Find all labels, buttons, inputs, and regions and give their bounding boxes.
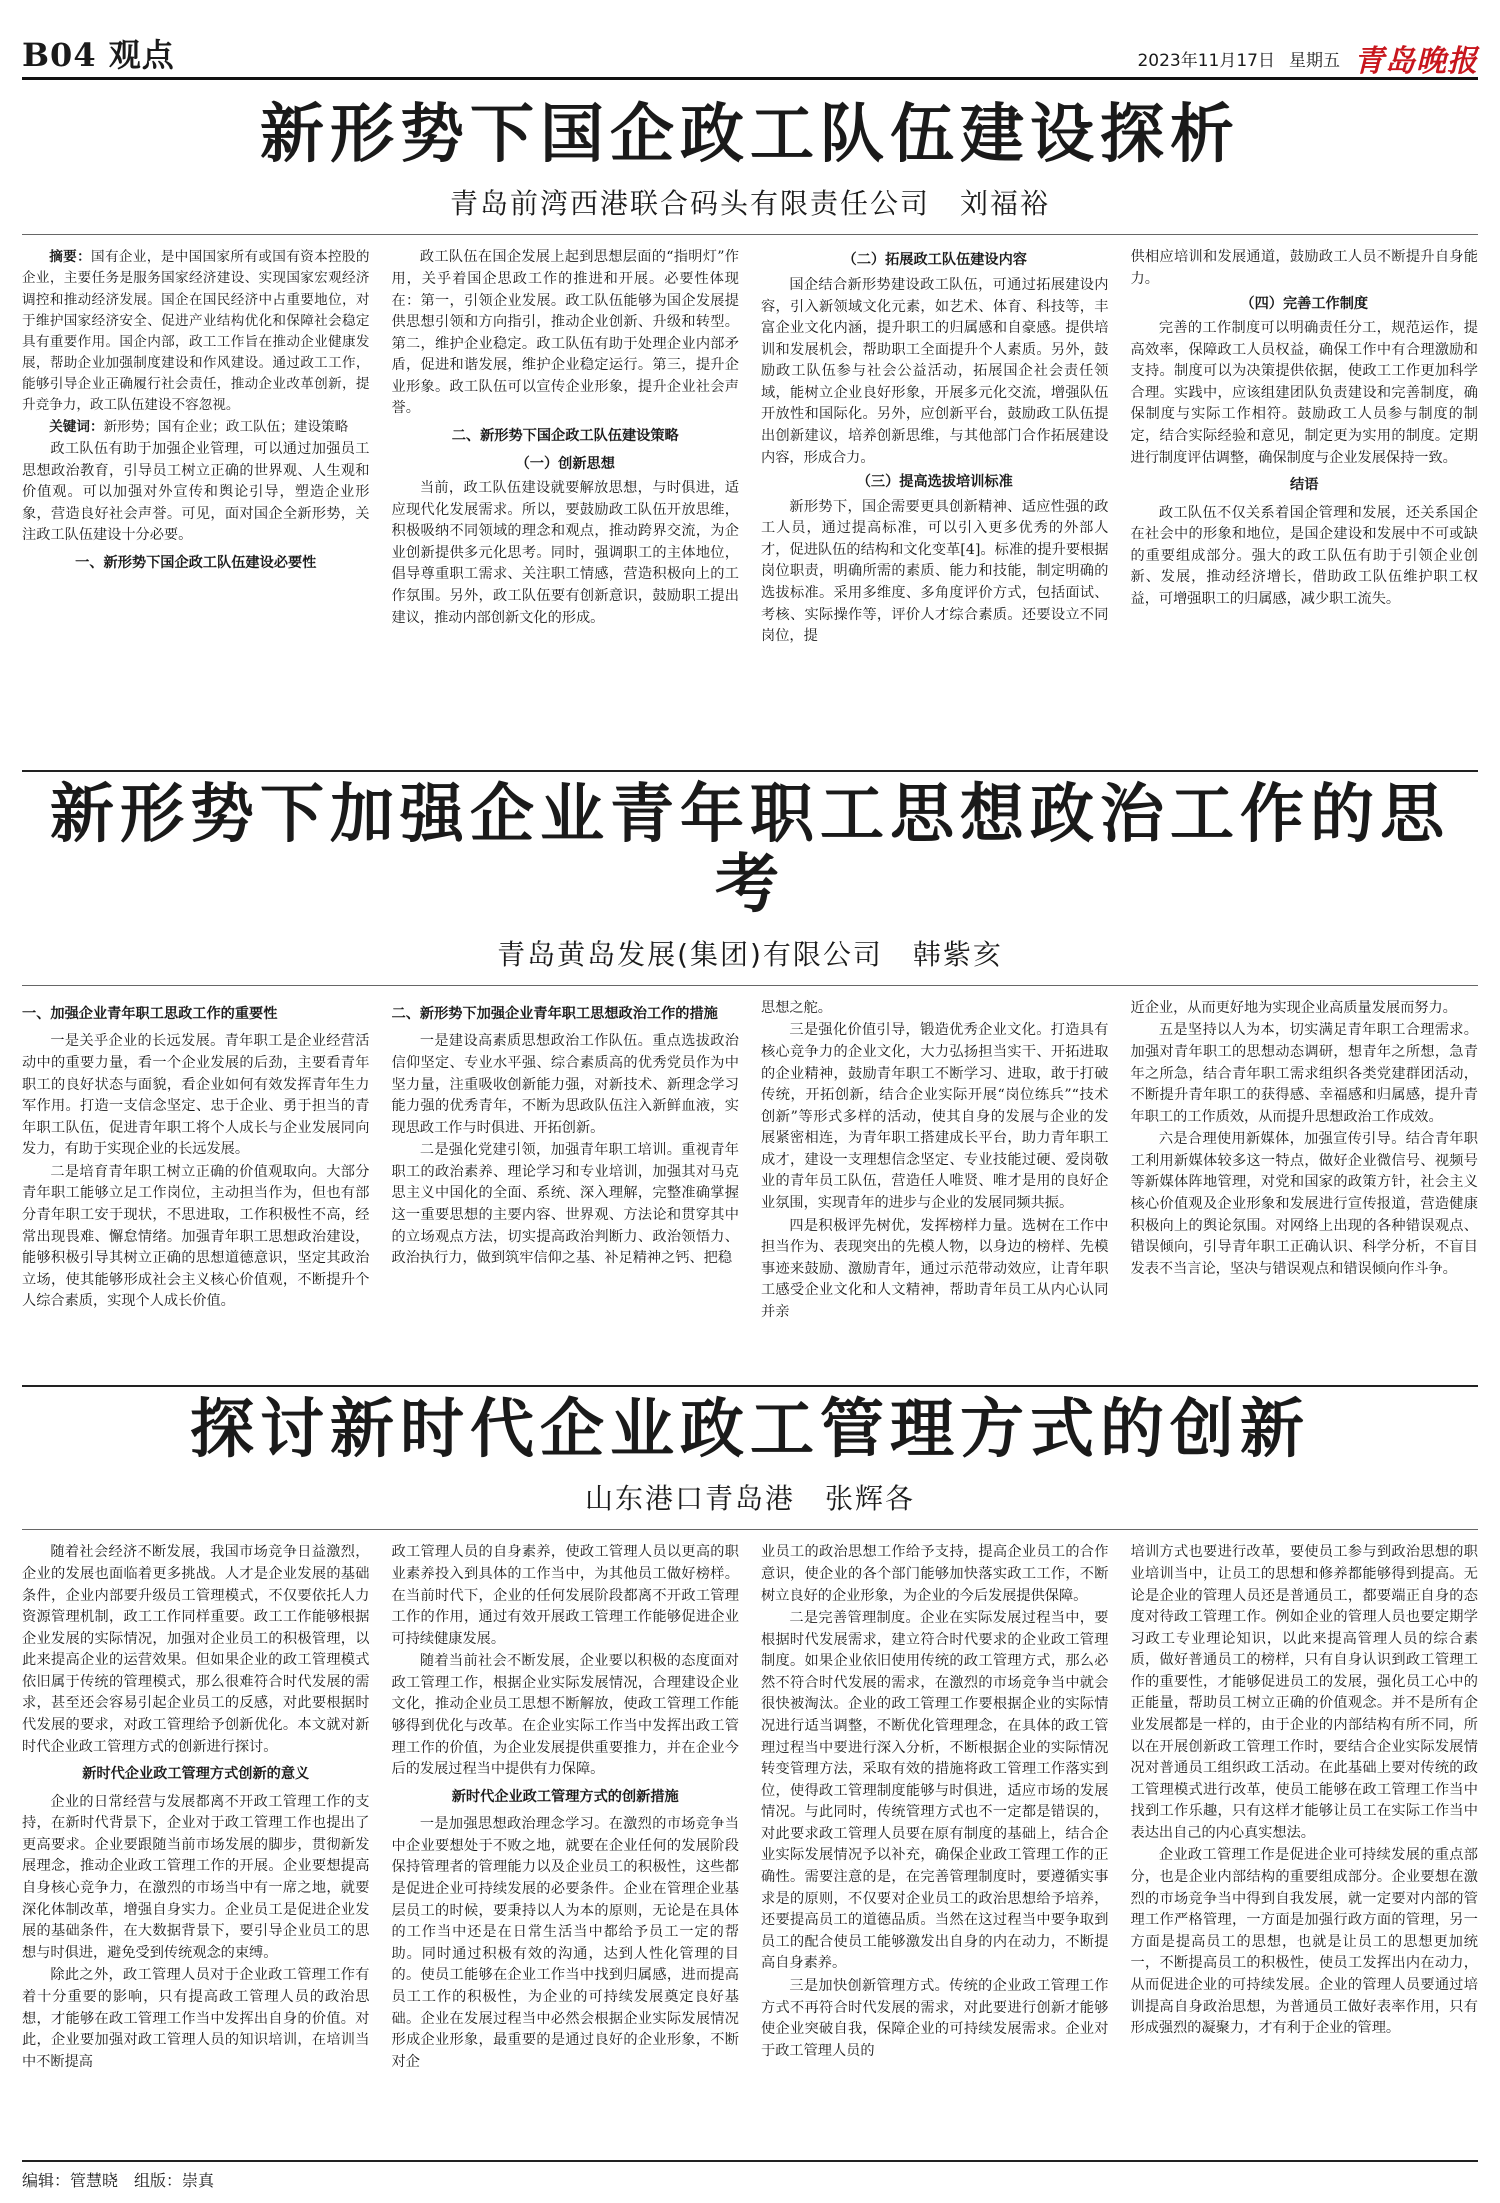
- text-column: [392, 998, 740, 1394]
- body-paragraph: 二是完善管理制度。企业在实际发展过程当中，要根据时代发展需求，建立符合时代要求的企业政工管理制度。如果企业依旧使用传统的政工管理方式，那么必然不符合时代发展的需求，在激烈的市场竞争当中就会很快被淘汰。企业的政工管理工作要根据企业的实际情况进行适当调整，不断优化管理理念，在具体的政工管理过程当中要进行深入分析，不断根据企业的实际情况转变管理方法，采取有效的措施将政工管理工作落实到位，使得政工管理制度能够与时俱进，适应市场的发展情况。与此同时，传统管理方式也不一定都是错误的，对此要求政工管理人员要在原有制度的基础上，结合企业实际发展情况予以补充，确保企业政工管理工作的正确性。需要注意的是，在完善管理制度时，要遵循实事求是的原则，不仅要对企业员工的政治思想给予培养，还要提高员工的道德品质。当然在这过程当中要争取到员工的配合使员工能够激发出自身的内在动力，不断提高自身素养。: [761, 1610, 1109, 1972]
- body-paragraph: 业员工的政治思想工作给予支持，提高企业员工的合作意识，使企业的各个部门能够加快落实政工工作，不断树立良好的企业形象，为企业的今后发展提供保障。: [761, 1544, 1109, 1604]
- body-paragraph: 六是合理使用新媒体，加强宣传引导。结合青年职工利用新媒体较多这一特点，做好企业微信号、视频号等新媒体阵地管理，对党和国家的政策方针，社会主义核心价值观及企业形象和发展进行宣传报道，营造健康积极向上的舆论氛围。对网络上出现的各种错误观点、错误倾向，引导青年职工正确认识、科学分析，不盲目发表不当言论，坚决与错误观点和错误倾向作斗争。: [1130, 1131, 1478, 1277]
- page-footer: [22, 2160, 1478, 2191]
- body-paragraph: 当前，政工队伍建设就要解放思想，与时俱进，适应现代化发展需求。所以，要鼓励政工队伍开放思维，积极吸纳不同领域的理念和观点，推动跨界交流，为企业创新提供多元化思考。同时，强调职工的主体地位，倡导尊重职工需求、关注职工情感，营造积极向上的工作氛围。另外，政工队伍要有创新意识，鼓励职工提出建议，推动内部创新文化的形成。: [391, 480, 739, 626]
- text-column: [22, 247, 370, 705]
- body-paragraph: 随着社会经济不断发展，我国市场竞争日益激烈，企业的发展也面临着更多挑战。人才是企业发展的基础条件，企业内部要升级员工管理模式，不仅要依托人力资源管理机制，政工工作同样重要。政工工作能够根据企业发展的实际情况，加强对企业员工的积极管理，以此来提高企业的运营效果。但如果企业的政工管理模式依旧属于传统的管理模式，那么很难符合时代发展的需求，甚至还会容易引起企业员工的反感，对此要根据时代发展的要求，对政工管理给予创新优化。本文就对新时代企业政工管理方式的创新进行探讨。: [22, 1544, 370, 1755]
- abstract-paragraph: [22, 247, 370, 416]
- body-paragraph: 一是建设高素质思想政治工作队伍。重点选拔政治信仰坚定、专业水平强、综合素质高的优秀党员作为中坚力量，注重吸收创新能力强，对新技术、新理念学习能力强的优秀青年，不断为思政队伍注入新鲜血液，实现思政工作与时俱进、开拓创新。: [391, 1033, 739, 1136]
- body-paragraph: 培训方式也要进行改革，要使员工参与到政治思想的职业培训当中，让员工的思想和修养都能够得到提高。无论是企业的管理人员还是普通员工，都要端正自身的态度对待政工管理工作。例如企业的管理人员也要定期学习政工专业理论知识，以此来提高管理人员的综合素质，做好普通员工的榜样，只有自身认识到政工管理工作的重要性，才能够促进员工的发展，强化员工心中的正能量，帮助员工树立正确的价值观念。并不是所有企业发展都是一样的，由于企业的内部结构有所不同，所以在开展创新政工管理工作时，要结合企业实际发展情况对普通员工组织政工活动。在此基础上要对传统的政工管理模式进行改革，使员工能够在政工管理工作当中找到工作乐趣，只有这样才能够让员工在实际工作当中表达出自己的内心真实想法。: [1130, 1544, 1478, 1841]
- body-paragraph: 供相应培训和发展通道，鼓励政工人员不断提升自身能力。: [1130, 249, 1478, 287]
- section-heading: 一、新形势下国企政工队伍建设必要性: [75, 554, 317, 571]
- body-paragraph: 政工管理人员的自身素养，使政工管理人员以更高的职业素养投入到具体的工作当中，为其他员工做好榜样。在当前时代下，企业的任何发展阶段都离不开政工管理工作的作用，通过有效开展政工管理工作能够促进企业可持续健康发展。: [391, 1544, 739, 1647]
- text-column: [22, 1542, 370, 2160]
- text-column: [392, 247, 740, 705]
- text-column: [1131, 1542, 1479, 2160]
- section-heading: 二、新形势下国企政工队伍建设策略: [451, 428, 679, 445]
- body-paragraph: 三是强化价值引导，锻造优秀企业文化。打造具有核心竞争力的企业文化，大力弘扬担当实干、开拓进取的企业精神，鼓励青年职工不断学习、进取，敢于打破传统，开拓创新，结合企业实际开展“岗位练兵”“技术创新”等形式多样的活动，使其自身的发展与企业的发展紧密相连，为青年职工搭建成长平台，助力青年职工成才，建设一支理想信念坚定、专业技能过硬、爱岗敬业的青年员工队伍，营造任人唯贤、唯才是用的良好企业氛围，实现青年的进步与企业的发展同频共振。: [761, 1022, 1109, 1211]
- text-column: [1131, 247, 1479, 705]
- body-paragraph: 一是关乎企业的长远发展。青年职工是企业经营活动中的重要力量，看一个企业发展的后劲，主要看青年职工的良好状态与面貌，看企业如何有效发挥青年生力军作用。打造一支信念坚定、忠于企业、勇于担当的青年职工队伍，促进青年职工将个人成长与企业发展同向发力，有助于实现企业的长远发展。: [22, 1033, 370, 1158]
- text-column: [392, 1542, 740, 2160]
- body-paragraph: 二是强化党建引领，加强青年职工培训。重视青年职工的政治素养、理论学习和专业培训，加强其对马克思主义中国化的全面、系统、深入理解，完整准确掌握这一重要思想的主要内容、世界观、方法论和贯穿其中的立场观点方法，切实提高政治判断力、政治领悟力、政治执行力，做到筑牢信仰之基、补足精神之钙、把稳: [391, 1142, 739, 1267]
- section-heading: 一、加强企业青年职工思政工作的重要性: [22, 1005, 278, 1022]
- section-heading: 二、新形势下加强企业青年职工思想政治工作的措施: [391, 1005, 718, 1022]
- section-heading: 结语: [1290, 477, 1319, 494]
- page-number-section: B04 观点: [22, 36, 175, 74]
- body-paragraph: 除此之外，政工管理人员对于企业政工管理工作有着十分重要的影响，只有提高政工管理人员的政治思想，才能够在政工管理工作当中发挥出自身的价值。对此，企业要加强对政工管理人员的知识培训，在培训当中不断提高: [22, 1967, 370, 2070]
- issue-date: 2023年11月17日: [1137, 50, 1275, 71]
- article-byline: 山东港口青岛港 张辉各: [584, 1482, 915, 1516]
- article-2: [22, 777, 1478, 1394]
- text-column: [1131, 998, 1479, 1394]
- article-body: [22, 986, 1478, 1394]
- article-3: [22, 1392, 1478, 2160]
- body-paragraph: 思想之舵。: [761, 999, 832, 1016]
- editor-credit: 编辑：管慧晓 组版：崇真: [22, 2171, 215, 2190]
- text-column: [761, 998, 1109, 1394]
- section-heading: 新时代企业政工管理方式的创新措施: [451, 1788, 679, 1805]
- body-paragraph: 近企业，从而更好地为实现企业高质量发展而努力。: [1130, 999, 1457, 1016]
- body-paragraph: 一是加强思想政治理念学习。在激烈的市场竞争当中企业要想处于不败之地，就要在企业任何的发展阶段保持管理者的管理能力以及企业员工的积极性，这些都是促进企业可持续发展的必要条件。企业在管理企业基层员工的时候，要秉持以人为本的原则，无论是在具体的工作当中还是在日常生活当中都给予员工一定的帮助。同时通过积极有效的沟通，达到人性化管理的目的。使员工能够在企业工作当中找到归属感，进而提高员工工作的积极性，为企业的可持续发展奠定良好基础。企业在发展过程当中必然会根据企业实际发展情况形成企业形象，最重要的是通过良好的企业形象，不断对企: [391, 1816, 739, 2070]
- body-paragraph: 政工队伍不仅关系着国企管理和发展，还关系国企在社会中的形象和地位，是国企建设和发展中不可或缺的重要组成部分。强大的政工队伍有助于引领企业创新、发展，推动经济增长，借助政工队伍维护职工权益，可增强职工的归属感，减少职工流失。: [1130, 504, 1478, 608]
- issue-weekday: 星期五: [1289, 50, 1340, 71]
- article-body: [22, 235, 1478, 705]
- body-paragraph: 企业的日常经营与发展都离不开政工管理工作的支持，在新时代背景下，企业对于政工管理工作也提出了更高要求。企业要跟随当前市场发展的脚步，贯彻新发展理念，推动企业政工管理工作的开展。企业要想提高自身核心竞争力，在激烈的市场当中有一席之地，就要深化体制改革，增强自身实力。企业员工是促进企业发展的基础条件，在大数据背景下，要引导企业员工的思想与时俱进，避免受到传统观念的束缚。: [22, 1793, 370, 1961]
- body-paragraph: 完善的工作制度可以明确责任分工，规范运作，提高效率，保障政工人员权益，确保工作中有合理激励和支持。制度可以为决策提供依据，使政工工作更加科学合理。实践中，应该组建团队负责建设和完善制度，确保制度与实际工作相符。鼓励政工人员参与制度的制定，结合实际经验和意见，制定更为实用的制度。定期进行制度评估调整，确保制度与企业发展保持一致。: [1130, 320, 1478, 466]
- article-title: 新形势下加强企业青年职工思想政治工作的思考: [50, 777, 1450, 923]
- text-column: [761, 247, 1109, 705]
- text-column: [761, 1542, 1109, 2160]
- abstract-label: 关键词：: [49, 418, 104, 435]
- body-paragraph: 三是加快创新管理方式。传统的企业政工管理工作方式不再符合时代发展的需求，对此要进行创新才能够使企业突破自我，保障企业的可持续发展需求。企业对于政工管理人员的: [761, 1977, 1109, 2059]
- text-column: [22, 998, 370, 1394]
- article-title: 新形势下国企政工队伍建设探析: [260, 97, 1240, 172]
- body-paragraph: 企业政工管理工作是促进企业可持续发展的重点部分，也是企业内部结构的重要组成部分。企业要想在激烈的市场竞争当中得到自我发展，就一定要对内部的管理工作严格管理，一方面是加强行政方面的管理，另一方面是提高员工的思想，也就是让员工的思想更加统一，不断提高员工的积极性，使员工发挥出内在动力，从而促进企业的可持续发展。企业的管理人员要通过培训提高自身政治思想，为普通员工做好表率作用，只有形成强烈的凝聚力，才有利于企业的管理。: [1130, 1847, 1478, 2037]
- header-meta: [1137, 36, 1478, 80]
- body-paragraph: 政工队伍在国企发展上起到思想层面的“指明灯”作用，关乎着国企思政工作的推进和开展。必要性体现在：第一，引领企业发展。政工队伍能够为国企发展提供思想引领和方向指引，推动企业创新、升级和转型。第二，维护企业稳定。政工队伍有助于处理企业内部矛盾，促进和谐发展，维护企业稳定运行。第三，提升企业形象。政工队伍可以宣传企业形象，提升企业社会声誉。: [391, 249, 739, 417]
- body-paragraph: 四是积极评先树优，发挥榜样力量。选树在工作中担当作为、表现突出的先模人物，以身边的榜样、先模事迹来鼓励、激励青年，通过示范带动效应，让青年职工感受企业文化和人文精神，帮助青年员工从内心认同并亲: [761, 1217, 1109, 1320]
- abstract-paragraph: [22, 417, 370, 438]
- section-heading: 新时代企业政工管理方式创新的意义: [82, 1766, 310, 1783]
- article-separator: [22, 770, 1478, 772]
- article-byline: 青岛前湾西港联合码头有限责任公司 刘福裕: [449, 187, 1050, 221]
- article-byline: 青岛黄岛发展(集团)有限公司 韩紫亥: [497, 937, 1003, 971]
- body-paragraph: 随着当前社会不断发展，企业要以积极的态度面对政工管理工作，根据企业实际发展情况，合理建设企业文化，推动企业员工思想不断解放，使政工管理工作能够得到优化与改革。在企业实际工作当中发挥出政工管理工作的价值，为企业发展提供重要推力，并在企业今后的发展过程当中提供有力保障。: [391, 1653, 739, 1778]
- article-body: [22, 1530, 1478, 2160]
- body-paragraph: 五是坚持以人为本，切实满足青年职工合理需求。加强对青年职工的思想动态调研，想青年之所想，急青年之所急，结合青年职工需求组织各类党建群团活动，不断提升青年职工的获得感、幸福感和归属感，提升青年职工的工作质效，从而提升思想政治工作成效。: [1130, 1022, 1478, 1125]
- article-title: 探讨新时代企业政工管理方式的创新: [190, 1392, 1310, 1467]
- abstract-label: 摘要：: [49, 249, 92, 266]
- page-header: [22, 14, 1478, 80]
- article-separator: [22, 1385, 1478, 1387]
- newspaper-logo: 青岛晚报: [1354, 44, 1478, 79]
- abstract-text: 新形势；国有企业；政工队伍；建设策略: [103, 418, 349, 435]
- subsection-heading: （三）提高选拔培训标准: [856, 474, 1013, 491]
- abstract-text: 国有企业，是中国国家所有或国有资本控股的企业，主要任务是服务国家经济建设、实现国家宏观经济调控和推动经济发展。国企在国民经济中占重要地位，对于维护国家经济安全、促进产业结构优化和保障社会稳定具有重要作用。国企内部，政工工作旨在推动企业健康发展，帮助企业加强制度建设和作风建设。通过政工工作，能够引导企业正确履行社会责任，推动企业改革创新，提升竞争力，政工队伍建设不容忽视。: [22, 249, 370, 413]
- subsection-heading: （一）创新思想: [515, 455, 615, 472]
- subsection-heading: （二）拓展政工队伍建设内容: [842, 252, 1027, 269]
- body-paragraph: 新形势下，国企需要更具创新精神、适应性强的政工人员，通过提高标准，可以引入更多优秀的外部人才，促进队伍的结构和文化变革[4]。标准的提升要根据岗位职责，明确所需的素质、能力和技能，制定明确的选拔标准。采用多维度、多角度评价方式，包括面试、考核、实际操作等，评价人才综合素质。还要设立不同岗位，提: [761, 498, 1109, 645]
- article-1: [22, 97, 1478, 705]
- body-paragraph: 政工队伍有助于加强企业管理，可以通过加强员工思想政治教育，引导员工树立正确的世界观、人生观和价值观。可以加强对外宣传和舆论引导，塑造企业形象，营造良好社会声誉。可见，面对国企全新形势，关注政工队伍建设十分必要。: [22, 440, 370, 544]
- body-paragraph: 国企结合新形势建设政工队伍，可通过拓展建设内容，引入新领域文化元素，如艺术、体育、科技等，丰富企业文化内涵，提升职工的归属感和自豪感。提供培训和发展机会，帮助职工全面提升个人素质。另外，鼓励政工队伍参与社会公益活动，拓展国企社会责任领域，能树立企业良好形象，开展多元化交流，增强队伍开放性和国际化。另外，应创新平台，鼓励政工队伍提出创新建议，培养创新思维，与其他部门合作拓展建设内容，形成合力。: [761, 276, 1109, 466]
- subsection-heading: （四）完善工作制度: [1240, 295, 1369, 312]
- body-paragraph: 二是培育青年职工树立正确的价值观取向。大部分青年职工能够立足工作岗位，主动担当作为，但也有部分青年职工安于现状，不思进取，工作积极性不高，经常出现畏难、懈怠情绪。加强青年职工思想政治建设，能够积极引导其树立正确的思想道德意识，坚定其政治立场，使其能够形成社会主义核心价值观，不断提升个人综合素质，实现个人成长价值。: [22, 1163, 370, 1310]
